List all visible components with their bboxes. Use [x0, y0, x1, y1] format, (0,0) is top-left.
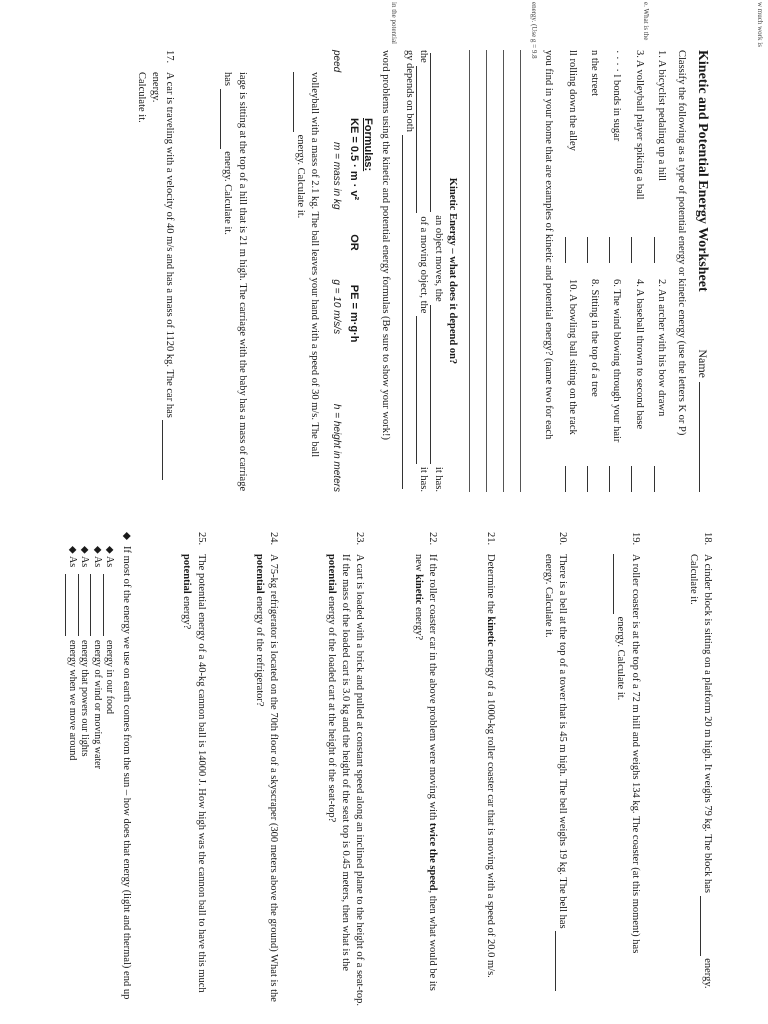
- problem: 23. A cart is loaded with a brick and pulled at constant speed along an inclined plane to the height of a seat-top. If the mass of the loaded cart is 3.0 kg and the height of the seat top is 0.45 meters, then what is the potential energy of the loaded cart at the height of the seat-top?: [326, 532, 366, 1006]
- kinetic-energy-box: [402, 50, 459, 492]
- problem: iage is sitting at the top of a hill that is 21 m high. The carriage with the baby has a mass of carriage has energy. Calculate it.: [220, 50, 248, 492]
- left-column: [0, 0, 768, 510]
- work-space[interactable]: [449, 532, 475, 1010]
- fill-blank[interactable]: [700, 896, 711, 956]
- list-item: ◆ As energy in our food: [104, 546, 116, 714]
- classify-item: ll rolling down the alley: [565, 50, 579, 263]
- work-space[interactable]: [145, 532, 171, 1010]
- problem: volleyball with a mass of 2.1 kg. The ball leaves your hand with a speed of 30 m/s. The ball energy. Calculate it.: [293, 50, 321, 492]
- pe-formula: PE = m·g·h: [347, 284, 360, 343]
- formula-row: [348, 118, 360, 492]
- list-item: ◆ As energy that powers our lights: [79, 546, 91, 757]
- answer-blank[interactable]: [654, 466, 666, 492]
- answer-blank[interactable]: [631, 237, 643, 263]
- problem: 20. There is a bell at the top of a tower that is 45 m high. The bell weighs 19 kg. The bell has energy. Calculate it.: [541, 532, 569, 1010]
- classify-grid: [565, 50, 668, 492]
- answer-blank[interactable]: [631, 466, 643, 492]
- problem: 19. A roller coaster is at the top of a 72 m hill and weighs 134 kg. The coaster (at this moment) has energy. Calculate it.: [613, 532, 641, 1010]
- list-item: ◆ As energy when we move around: [66, 546, 78, 761]
- answer-blank[interactable]: [654, 237, 666, 263]
- right-column: [0, 520, 768, 1020]
- fill-blank[interactable]: [416, 66, 427, 213]
- sun-question: [119, 532, 133, 1010]
- fill-blank[interactable]: [402, 135, 413, 489]
- classify-item: 1. A bicyclist pedaling up a hill: [654, 50, 668, 263]
- answer-line[interactable]: [486, 50, 503, 492]
- problem: 25. The potential energy of a 40-kg cannon ball is 14000 J. How high was the cannon ball to have this much potential energy?: [181, 532, 207, 993]
- margin-note: in the potential: [390, 2, 398, 44]
- bullet-icon: ◆: [91, 546, 103, 554]
- list-item: ◆ As energy of wind or moving water: [91, 546, 103, 769]
- problem: 21. Determine the kinetic energy of a 1000-kg roller coaster car that is moving with a speed of 20.0 m/s.: [484, 532, 496, 978]
- variable-definitions: peed m = mass in kg g = 10 m/s/s h = height in meters: [330, 50, 342, 492]
- margin-note: w much work is: [756, 2, 764, 47]
- answer-line[interactable]: [469, 50, 486, 492]
- answer-blank[interactable]: [587, 466, 599, 492]
- classify-item: 6. The wind blowing through your hair: [609, 279, 623, 492]
- bullet-icon: ◆: [66, 546, 78, 554]
- answer-blank[interactable]: [609, 466, 621, 492]
- work-space[interactable]: [507, 532, 533, 1010]
- ke-row: an object moves, the it has.: [430, 50, 444, 492]
- classify-item: 10. A bowling ball sitting on the rack: [565, 279, 579, 492]
- ke-formula: KE = 0.5 · m · v²: [347, 118, 360, 201]
- work-space[interactable]: [579, 532, 605, 1010]
- work-space[interactable]: [652, 532, 678, 1010]
- sun-answer-list: [65, 546, 115, 1010]
- bullet-icon: ◆: [121, 532, 133, 541]
- answer-blank[interactable]: [565, 466, 577, 492]
- formulas-heading: Formulas:: [361, 118, 374, 172]
- fill-blank[interactable]: [162, 420, 173, 480]
- problem: 18. A cinder block is sitting on a platform 20 m high. It weighs 79 kg. The block has energy. Calculate it.: [687, 532, 713, 989]
- name-line[interactable]: [699, 382, 700, 492]
- classify-item: 2. An archer with his bow drawn: [654, 279, 668, 492]
- worksheet-title-row: [694, 50, 710, 492]
- classify-item: 3. A volleyball player spiking a ball: [631, 50, 645, 263]
- worksheet-title: Kinetic and Potential Energy Worksheet: [695, 50, 710, 292]
- fill-blank[interactable]: [430, 53, 441, 212]
- fill-blank[interactable]: [65, 574, 76, 636]
- problem: 17. A car is traveling with a velocity of 40 m/s and has a mass of 1120 kg. The car has energy. Calculate it.: [134, 50, 177, 492]
- name-field[interactable]: [694, 349, 710, 492]
- answer-blank[interactable]: [587, 237, 599, 263]
- fill-blank[interactable]: [613, 554, 624, 614]
- classify-item: n the street: [587, 50, 601, 263]
- name-label: Name: [696, 349, 710, 378]
- answer-blank[interactable]: [609, 237, 621, 263]
- answer-line[interactable]: [520, 50, 537, 492]
- classify-instructions: Classify the following as a type of potential energy or kinetic energy (use the letters K or P): [676, 50, 687, 436]
- fill-blank[interactable]: [430, 305, 441, 464]
- bullet-icon: ◆: [104, 546, 116, 554]
- fill-blank[interactable]: [555, 931, 566, 991]
- problem: 22. If the roller coaster car in the above problem were moving with twice the speed, then what would be its new kinetic energy?: [412, 532, 438, 991]
- ke-box-title: Kinetic Energy – what does it depend on?: [446, 177, 458, 365]
- or-label: OR: [347, 234, 360, 251]
- answer-blank[interactable]: [565, 237, 577, 263]
- margin-note: e. What is the: [642, 2, 650, 41]
- formulas-intro: word problems using the kinetic and potential energy formulas (Be sure to show your work!): [380, 50, 392, 440]
- margin-note: energy. (Use g = 9.8: [530, 2, 538, 59]
- problem: 24. A 75-kg refrigerator is located on the 70th floor of a skyscraper (300 meters above the ground) What is the potential energy of the refrigerator?: [253, 532, 279, 1002]
- work-space[interactable]: [218, 532, 244, 1010]
- fill-blank[interactable]: [90, 574, 101, 636]
- fill-blank[interactable]: [103, 574, 114, 636]
- work-space[interactable]: [186, 50, 212, 492]
- work-space[interactable]: [376, 532, 402, 1010]
- bullet-icon: ◆: [79, 546, 91, 554]
- home-answer-lines: [469, 50, 537, 492]
- fill-blank[interactable]: [220, 89, 231, 149]
- fill-blank[interactable]: [416, 316, 427, 463]
- work-space[interactable]: [290, 532, 316, 1010]
- work-space[interactable]: [259, 50, 285, 492]
- answer-line[interactable]: [503, 50, 520, 492]
- fill-blank[interactable]: [78, 574, 89, 636]
- sun-question-text: If most of the energy we use on earth comes from the sun – how does that energy (light and thermal) end up: [121, 546, 133, 1000]
- ke-row: gy depends on both: [402, 50, 416, 492]
- ke-row: the of a moving object, the it has.: [416, 50, 430, 492]
- classify-item: · · · · l bonds in sugar: [609, 50, 623, 263]
- classify-item: 8. Sitting in the top of a tree: [587, 279, 601, 492]
- home-question: you find in your home that are examples of kinetic and potential energy? (name two for each: [542, 50, 554, 440]
- fill-blank[interactable]: [293, 72, 304, 132]
- classify-item: 4. A baseball thrown to second base: [631, 279, 645, 492]
